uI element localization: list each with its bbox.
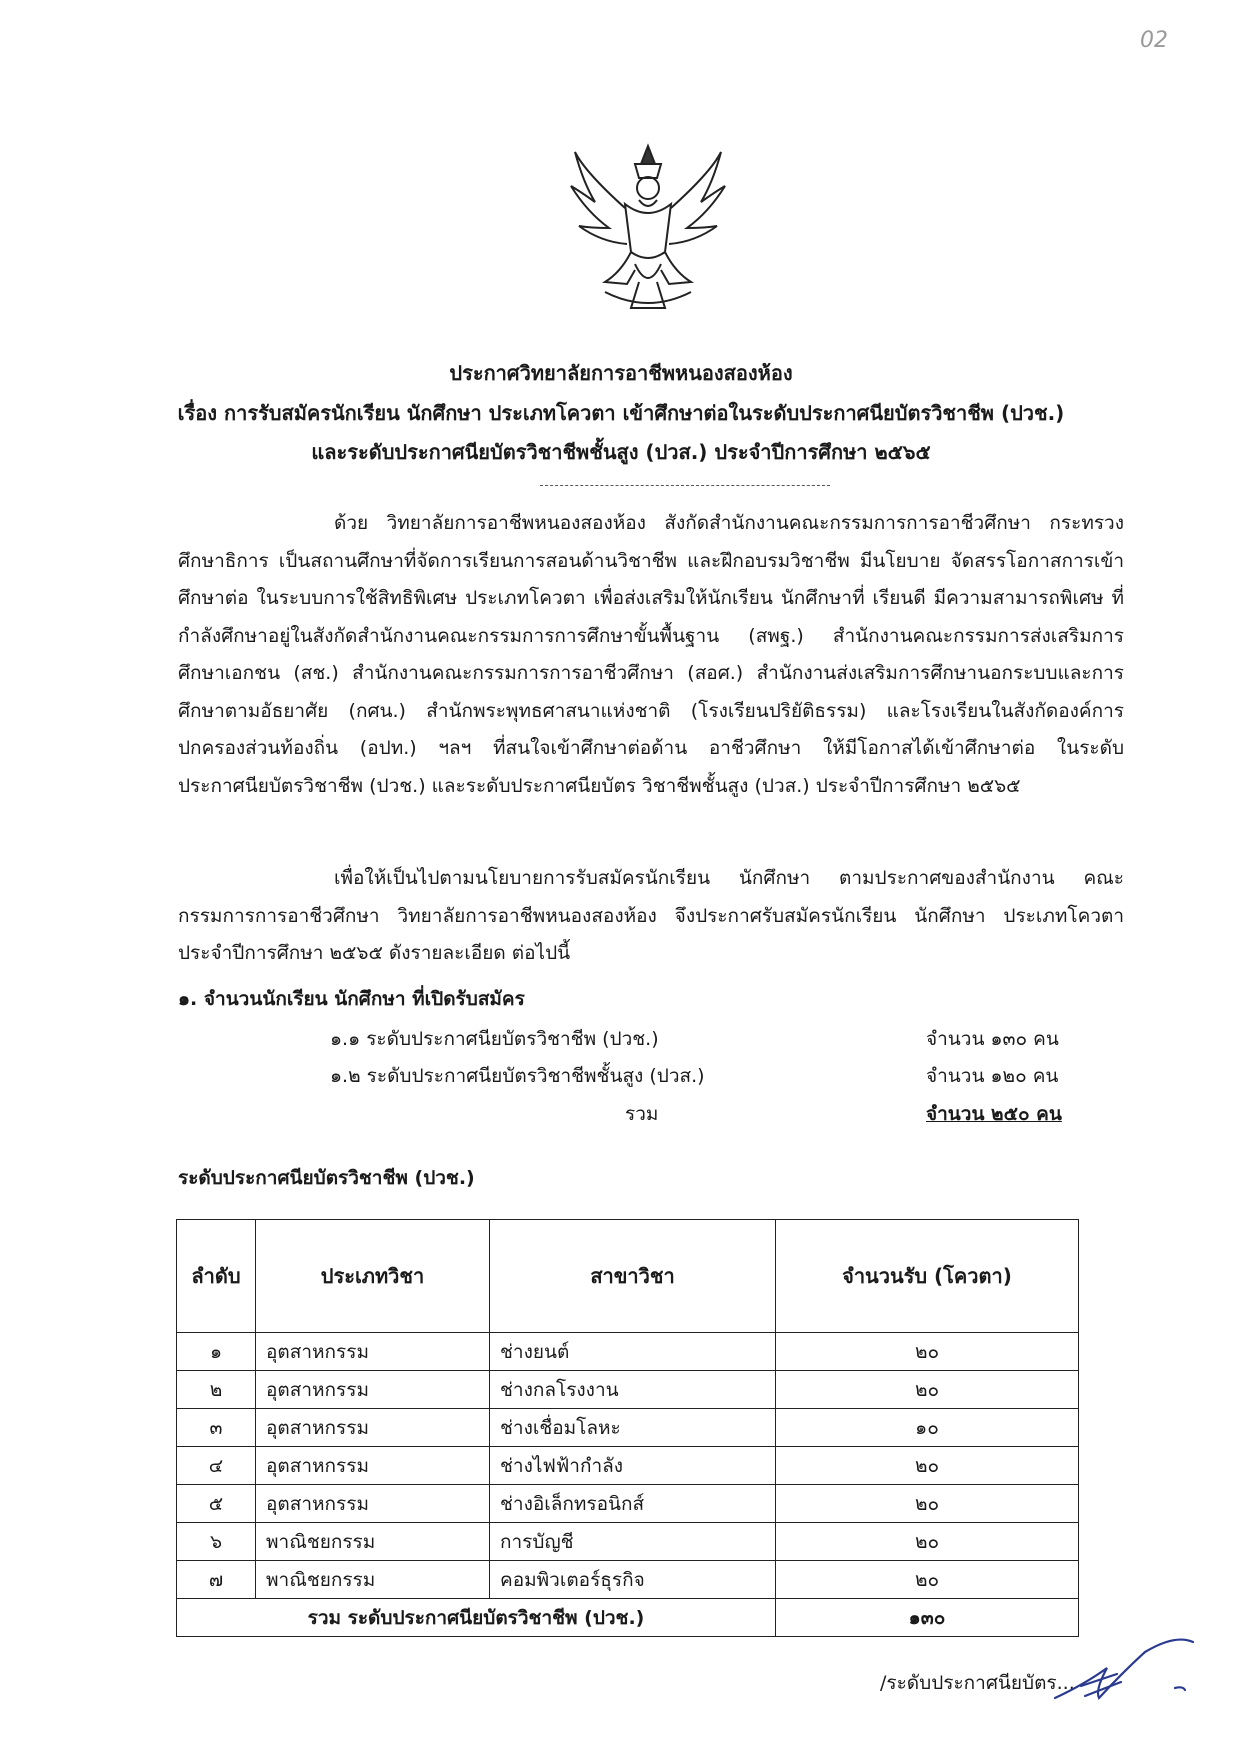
cell-type: อุตสาหกรรม [256,1485,490,1523]
cell-branch: คอมพิวเตอร์ธุรกิจ [490,1561,776,1599]
cell-type: อุตสาหกรรม [256,1447,490,1485]
paragraph-purpose: เพื่อให้เป็นไปตามนโยบายการรับสมัครนักเรียน นักศึกษา ตามประกาศของสำนักงาน คณะกรรมการการอาชีวศึกษา วิทยาลัยการอาชีพหนองสองห้อง จึงประกาศรับสมัครนักเรียน นักศึกษา ประเภทโควตา ประจำปีการศึกษา ๒๕๖๕ ดังรายละเอียด ต่อไปนี้ [178,867,1124,964]
cell-quota: ๑๐ [776,1409,1079,1447]
header-order: ลำดับ [177,1220,256,1333]
announcement-title: ประกาศวิทยาลัยการอาชีพหนองสองห้อง [449,361,793,385]
table-row [177,1485,1079,1523]
cell-type: พาณิชยกรรม [256,1523,490,1561]
cell-quota: ๒๐ [776,1447,1079,1485]
table-row [177,1523,1079,1561]
stat-label-pvc: ๑.๑ ระดับประกาศนียบัตรวิชาชีพ (ปวช.) [330,1028,659,1050]
quota-table [176,1219,1079,1637]
cell-branch: การบัญชี [490,1523,776,1561]
total-label: รวม ระดับประกาศนียบัตรวิชาชีพ (ปวช.) [177,1599,776,1637]
table-total-row [177,1599,1079,1637]
section-heading-quota: ๑. จำนวนนักเรียน นักศึกษา ที่เปิดรับสมัคร [178,988,525,1010]
cell-order: ๓ [177,1409,256,1447]
cell-order: ๖ [177,1523,256,1561]
cell-type: อุตสาหกรรม [256,1409,490,1447]
table-row [177,1409,1079,1447]
cell-type: อุตสาหกรรม [256,1333,490,1371]
total-value: ๑๓๐ [776,1599,1079,1637]
cell-order: ๒ [177,1371,256,1409]
stat-total-label: รวม [625,1103,659,1125]
table-row [177,1561,1079,1599]
stat-value-pvs: จำนวน ๑๒๐ คน [926,1065,1059,1087]
cell-type: พาณิชยกรรม [256,1561,490,1599]
cell-branch: ช่างไฟฟ้ากำลัง [490,1447,776,1485]
cell-quota: ๒๐ [776,1333,1079,1371]
separator-line [540,485,830,486]
cell-branch: ช่างเชื่อมโลหะ [490,1409,776,1447]
signature-mark [1025,1628,1215,1716]
table-row [177,1447,1079,1485]
stat-value-pvc: จำนวน ๑๓๐ คน [926,1028,1059,1050]
table-row [177,1371,1079,1409]
cell-branch: ช่างกลโรงงาน [490,1371,776,1409]
cell-quota: ๒๐ [776,1523,1079,1561]
cell-quota: ๒๐ [776,1371,1079,1409]
stat-label-pvs: ๑.๒ ระดับประกาศนียบัตรวิชาชีพชั้นสูง (ปวส.) [330,1065,705,1087]
cell-quota: ๒๐ [776,1485,1079,1523]
stat-total-value: จำนวน ๒๕๐ คน [926,1103,1062,1125]
header-type: ประเภทวิชา [256,1220,490,1333]
table-heading: ระดับประกาศนียบัตรวิชาชีพ (ปวช.) [178,1167,475,1189]
cell-quota: ๒๐ [776,1561,1079,1599]
header-quota: จำนวนรับ (โควตา) [776,1220,1079,1333]
header-branch: สาขาวิชา [490,1220,776,1333]
cell-type: อุตสาหกรรม [256,1371,490,1409]
garuda-emblem [565,142,731,314]
table-header-row [177,1220,1079,1333]
cell-order: ๑ [177,1333,256,1371]
announcement-subject-line2: และระดับประกาศนียบัตรวิชาชีพชั้นสูง (ปวส.) ประจำปีการศึกษา ๒๕๖๕ [311,440,931,464]
cell-order: ๗ [177,1561,256,1599]
cell-branch: ช่างยนต์ [490,1333,776,1371]
page-number: 02 [1140,28,1168,53]
continuation-note: /ระดับประกาศนียบัตร... [880,1672,1075,1694]
announcement-subject: เรื่อง การรับสมัครนักเรียน นักศึกษา ประเภทโควตา เข้าศึกษาต่อในระดับประกาศนียบัตรวิชาชีพ (ปวช.) [177,401,1065,425]
table-row [177,1333,1079,1371]
paragraph-intro: ด้วย วิทยาลัยการอาชีพหนองสองห้อง สังกัดสำนักงานคณะกรรมการการอาชีวศึกษา กระทรวงศึกษาธิการ เป็นสถานศึกษาที่จัดการเรียนการสอนด้านวิชาชีพ และฝึกอบรมวิชาชีพ มีนโยบาย จัดสรรโอกาสการเข้าศึกษาต่อ ในระบบการใช้สิทธิพิเศษ ประเภทโควตา เพื่อส่งเสริมให้นักเรียน นักศึกษาที่ เรียนดี มีความสามารถพิเศษ ที่กำลังศึกษาอยู่ในสังกัดสำนักงานคณะกรรมการการศึกษาขั้นพื้นฐาน (สพฐ.) สำนักงานคณะกรรมการส่งเสริมการศึกษาเอกชน (สช.) สำนักงานคณะกรรมการการอาชีวศึกษา (สอศ.) สำนักงานส่งเสริมการศึกษานอกระบบและการศึกษาตามอัธยาศัย (กศน.) สำนักพระพุทธศาสนาแห่งชาติ (โรงเรียนปริยัติธรรม) และโรงเรียนในสังกัดองค์การปกครองส่วนท้องถิ่น (อปท.) ฯลฯ ที่สนใจเข้าศึกษาต่อด้าน อาชีวศึกษา ให้มีโอกาสได้เข้าศึกษาต่อ ในระดับประกาศนียบัตรวิชาชีพ (ปวช.) และระดับประกาศนียบัตร วิชาชีพชั้นสูง (ปวส.) ประจำปีการศึกษา ๒๕๖๕ [178,512,1124,797]
cell-order: ๔ [177,1447,256,1485]
cell-order: ๕ [177,1485,256,1523]
cell-branch: ช่างอิเล็กทรอนิกส์ [490,1485,776,1523]
